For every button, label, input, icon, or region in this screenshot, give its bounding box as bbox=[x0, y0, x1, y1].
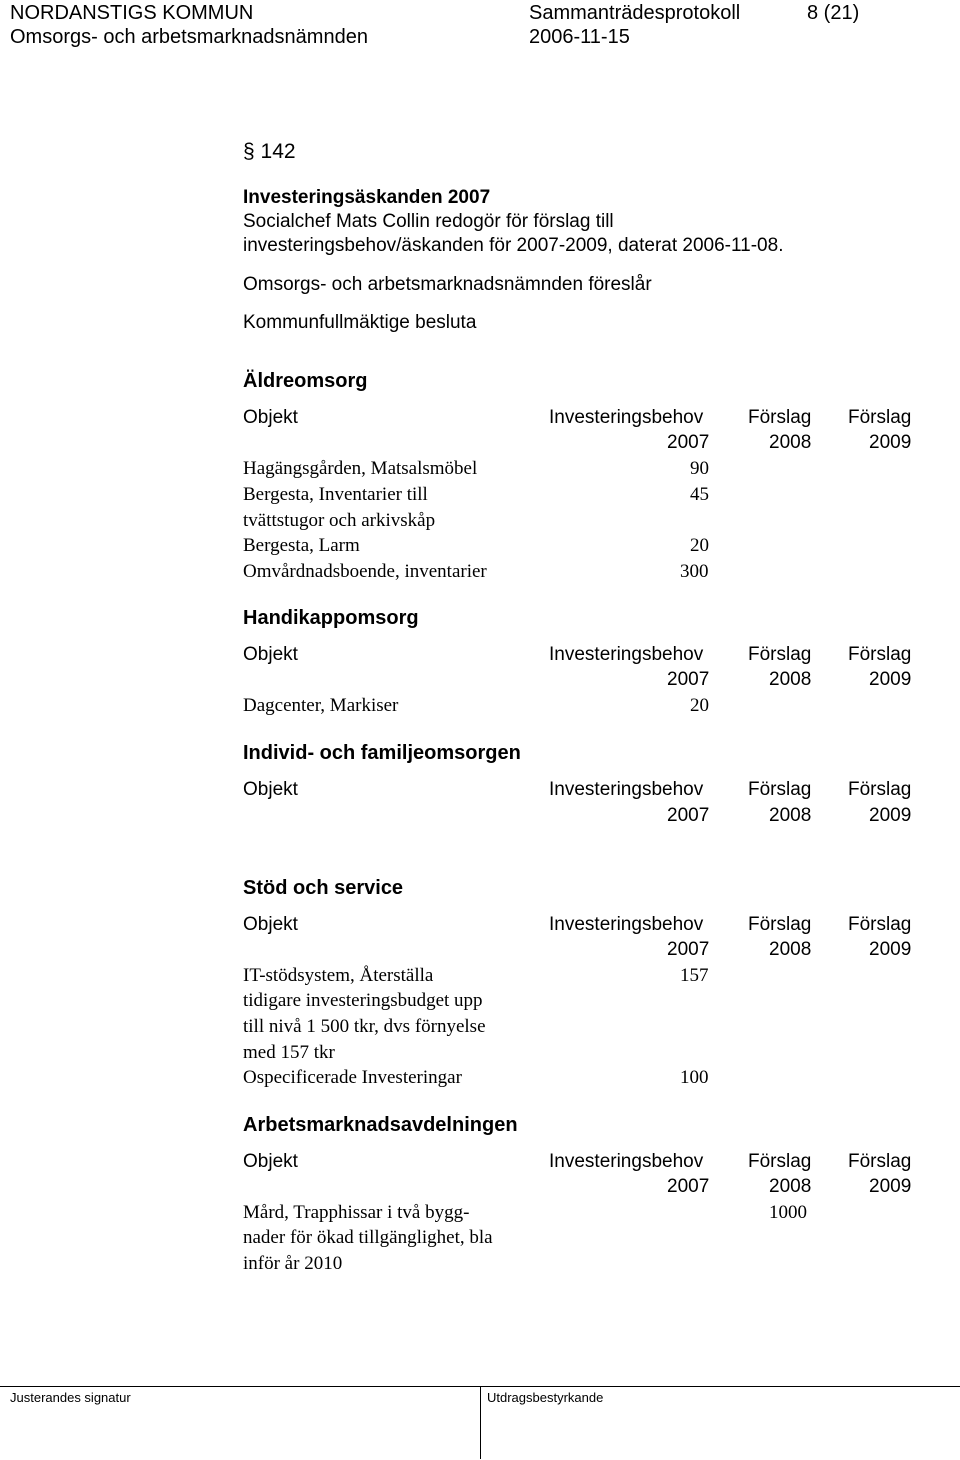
row-value-2007: 300 bbox=[680, 561, 709, 582]
row-label: Dagcenter, Markiser bbox=[243, 695, 399, 716]
footer-divider bbox=[480, 1386, 481, 1459]
row-label: IT-stödsystem, Återställa bbox=[243, 965, 434, 986]
row-value-2007: 157 bbox=[680, 965, 709, 986]
col-header-forslag-2009: Förslag bbox=[848, 644, 912, 665]
row-label: tvättstugor och arkivskåp bbox=[243, 510, 436, 531]
row-value-2008: 1000 bbox=[769, 1202, 807, 1223]
row-value-2007: 20 bbox=[690, 695, 709, 716]
col-year-2007: 2007 bbox=[667, 669, 710, 690]
col-header-forslag-2008: Förslag bbox=[748, 779, 812, 800]
col-year-2008: 2008 bbox=[769, 939, 812, 960]
section-title-stod-och-service: Stöd och service bbox=[243, 877, 404, 899]
col-header-forslag-2008: Förslag bbox=[748, 407, 812, 428]
row-value-2007: 100 bbox=[680, 1067, 709, 1088]
row-value-2007: 20 bbox=[690, 535, 709, 556]
col-year-2009: 2009 bbox=[869, 669, 912, 690]
row-label: Omvårdnadsboende, inventarier bbox=[243, 561, 487, 582]
col-year-2007: 2007 bbox=[667, 432, 710, 453]
col-year-2007: 2007 bbox=[667, 939, 710, 960]
col-header-forslag-2008: Förslag bbox=[748, 1151, 812, 1172]
proposal-text: Omsorgs- och arbetsmarknadsnämnden föreslår bbox=[243, 274, 652, 295]
col-header-investeringsbehov: Investeringsbehov bbox=[549, 914, 704, 935]
row-label: Mård, Trapphissar i två bygg- bbox=[243, 1202, 470, 1223]
col-header-forslag-2009: Förslag bbox=[848, 1151, 912, 1172]
row-label: till nivå 1 500 tkr, dvs förnyelse bbox=[243, 1016, 486, 1037]
col-year-2008: 2008 bbox=[769, 432, 812, 453]
row-label: inför år 2010 bbox=[243, 1253, 343, 1274]
paragraph-title: Investeringsäskanden 2007 bbox=[243, 187, 491, 208]
col-year-2008: 2008 bbox=[769, 669, 812, 690]
section-title-arbetsmarknadsavdelningen: Arbetsmarknadsavdelningen bbox=[243, 1114, 518, 1136]
row-label: tidigare investeringsbudget upp bbox=[243, 990, 483, 1011]
col-year-2008: 2008 bbox=[769, 805, 812, 826]
row-label: med 157 tkr bbox=[243, 1042, 335, 1063]
col-year-2007: 2007 bbox=[667, 1176, 710, 1197]
header-date: 2006-11-15 bbox=[529, 26, 630, 48]
row-label: Hagängsgården, Matsalsmöbel bbox=[243, 458, 478, 479]
col-year-2009: 2009 bbox=[869, 432, 912, 453]
footer-signature-label: Justerandes signatur bbox=[10, 1390, 131, 1405]
row-label: Ospecificerade Investeringar bbox=[243, 1067, 462, 1088]
paragraph-line-2: investeringsbehov/äskanden för 2007-2009, daterat 2006-11-08. bbox=[243, 235, 784, 256]
section-title-handikappomsorg: Handikappomsorg bbox=[243, 607, 419, 629]
col-header-forslag-2009: Förslag bbox=[848, 407, 912, 428]
col-header-investeringsbehov: Investeringsbehov bbox=[549, 644, 704, 665]
col-header-forslag-2008: Förslag bbox=[748, 644, 812, 665]
row-label: nader för ökad tillgänglighet, bla bbox=[243, 1227, 493, 1248]
paragraph-line-1: Socialchef Mats Collin redogör för förslag till bbox=[243, 211, 614, 232]
col-year-2008: 2008 bbox=[769, 1176, 812, 1197]
col-header-objekt: Objekt bbox=[243, 914, 298, 935]
col-header-investeringsbehov: Investeringsbehov bbox=[549, 779, 704, 800]
header-page: 8 (21) bbox=[807, 2, 860, 24]
footer-certification-label: Utdragsbestyrkande bbox=[487, 1390, 604, 1405]
col-header-forslag-2009: Förslag bbox=[848, 914, 912, 935]
row-label: Bergesta, Larm bbox=[243, 535, 360, 556]
header-committee: Omsorgs- och arbetsmarknadsnämnden bbox=[10, 26, 368, 48]
header-org: NORDANSTIGS KOMMUN bbox=[10, 2, 254, 24]
col-header-forslag-2009: Förslag bbox=[848, 779, 912, 800]
paragraph-number: § 142 bbox=[243, 140, 296, 163]
col-year-2009: 2009 bbox=[869, 939, 912, 960]
col-header-forslag-2008: Förslag bbox=[748, 914, 812, 935]
col-header-objekt: Objekt bbox=[243, 779, 298, 800]
row-label: Bergesta, Inventarier till bbox=[243, 484, 428, 505]
col-header-investeringsbehov: Investeringsbehov bbox=[549, 1151, 704, 1172]
col-header-objekt: Objekt bbox=[243, 1151, 298, 1172]
col-year-2009: 2009 bbox=[869, 1176, 912, 1197]
decision-text: Kommunfullmäktige besluta bbox=[243, 312, 477, 333]
section-title-ifo: Individ- och familjeomsorgen bbox=[243, 742, 521, 764]
col-header-investeringsbehov: Investeringsbehov bbox=[549, 407, 704, 428]
col-header-objekt: Objekt bbox=[243, 644, 298, 665]
col-year-2007: 2007 bbox=[667, 805, 710, 826]
col-year-2009: 2009 bbox=[869, 805, 912, 826]
section-title-aldreomsorg: Äldreomsorg bbox=[243, 370, 368, 392]
row-value-2007: 90 bbox=[690, 458, 709, 479]
header-doc-type: Sammanträdesprotokoll bbox=[529, 2, 741, 24]
col-header-objekt: Objekt bbox=[243, 407, 298, 428]
row-value-2007: 45 bbox=[690, 484, 709, 505]
